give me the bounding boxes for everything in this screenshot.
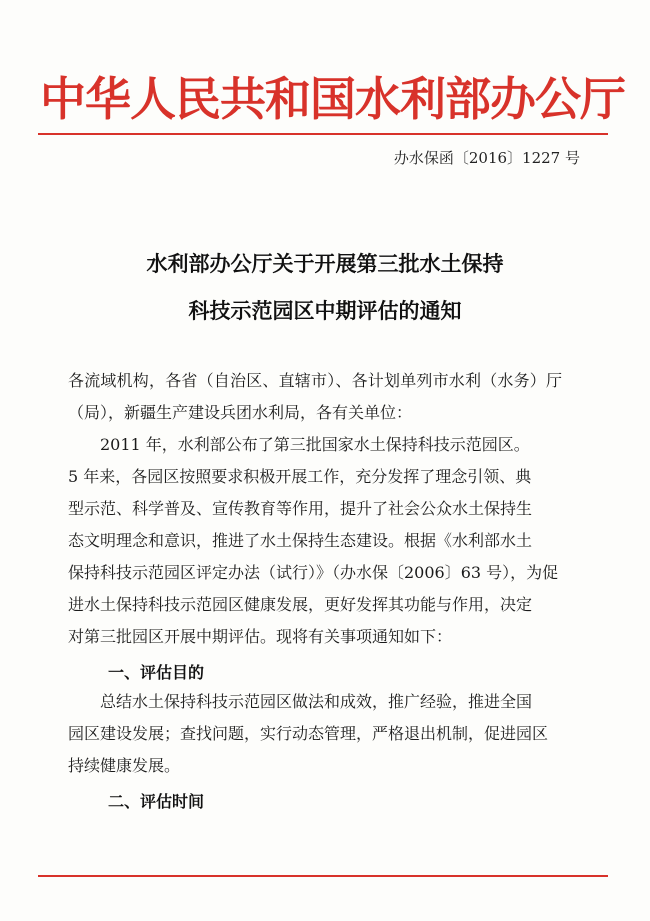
addressee-line-2: （局），新疆生产建设兵团水利局，各有关单位： <box>68 403 413 422</box>
intro-paragraph-line-4: 态文明理念和意识，推进了水土保持生态建设。根据《水利部水土 <box>68 531 533 550</box>
intro-paragraph-line-5: 保持科技示范园区评定办法（试行）》（办水保〔2006〕63 号），为促 <box>68 563 559 582</box>
footer-red-rule <box>38 875 608 877</box>
section-2-heading: 二、评估时间 <box>108 792 205 811</box>
section-1-line-2: 园区建设发展；查找问题，实行动态管理，严格退出机制，促进园区 <box>68 724 549 743</box>
intro-paragraph-line-2: 5 年来，各园区按照要求积极开展工作，充分发挥了理念引领、典 <box>68 467 532 486</box>
section-1-line-3: 持续健康发展。 <box>68 756 181 775</box>
section-1-line-1: 总结水土保持科技示范园区做法和成效，推广经验，推进全国 <box>100 692 533 711</box>
document-number: 办水保函〔2016〕1227 号 <box>393 149 580 167</box>
letterhead-title: 中华人民共和国水利部办公厅 <box>40 72 625 126</box>
intro-paragraph-line-7: 对第三批园区开展中期评估。现将有关事项通知如下： <box>68 627 453 646</box>
notice-title-line-1: 水利部办公厅关于开展第三批水土保持 <box>146 252 504 276</box>
intro-paragraph-line-6: 进水土保持科技示范园区健康发展，更好发挥其功能与作用，决定 <box>68 595 533 614</box>
letterhead-red-rule <box>38 133 608 135</box>
intro-paragraph-line-1: 2011 年，水利部公布了第三批国家水土保持科技示范园区。 <box>100 435 530 454</box>
addressee-line-1: 各流域机构，各省（自治区、直辖市）、各计划单列市水利（水务）厅 <box>68 371 563 390</box>
intro-paragraph-line-3: 型示范、科学普及、宣传教育等作用，提升了社会公众水土保持生 <box>68 499 533 518</box>
section-1-heading: 一、评估目的 <box>108 663 205 682</box>
notice-title-line-2: 科技示范园区中期评估的通知 <box>188 299 462 323</box>
